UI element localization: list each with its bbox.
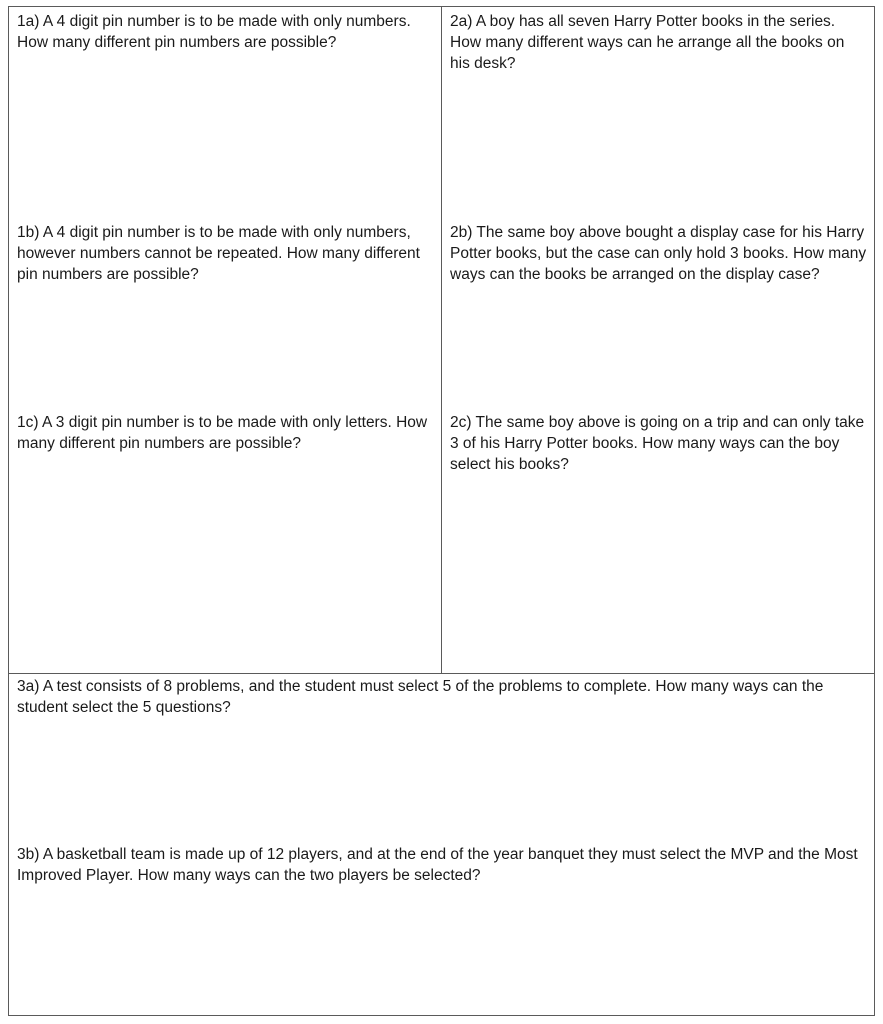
question-1c: 1c) A 3 digit pin number is to be made with only letters. How many different pin numbers are possible? (17, 414, 428, 452)
worksheet (8, 6, 875, 1016)
top-grid (9, 7, 874, 674)
question-3a: 3a) A test consists of 8 problems, and the student must select 5 of the problems to complete. How many ways can the student select the 5 questions? (17, 678, 824, 716)
question-3b: 3b) A basketball team is made up of 12 players, and at the end of the year banquet they must select the MVP and the Most Improved Player. How many ways can the two players be selected? (17, 846, 858, 884)
column-2 (442, 7, 874, 673)
question-2b: 2b) The same boy above bought a display case for his Harry Potter books, but the case can only hold 3 books. How many ways can the books be arranged on the display case? (450, 224, 867, 283)
question-1a: 1a) A 4 digit pin number is to be made with only numbers. How many different pin numbers are possible? (17, 13, 411, 51)
question-2a: 2a) A boy has all seven Harry Potter books in the series. How many different ways can he arrange all the books on his desk? (450, 13, 845, 72)
question-1b: 1b) A 4 digit pin number is to be made with only numbers, however numbers cannot be repeated. How many different pin numbers are possible? (17, 224, 420, 283)
question-2c: 2c) The same boy above is going on a trip and can only take 3 of his Harry Potter books. How many ways can the boy select his books? (450, 414, 865, 473)
bottom-section (9, 674, 874, 1015)
column-1 (9, 7, 442, 673)
